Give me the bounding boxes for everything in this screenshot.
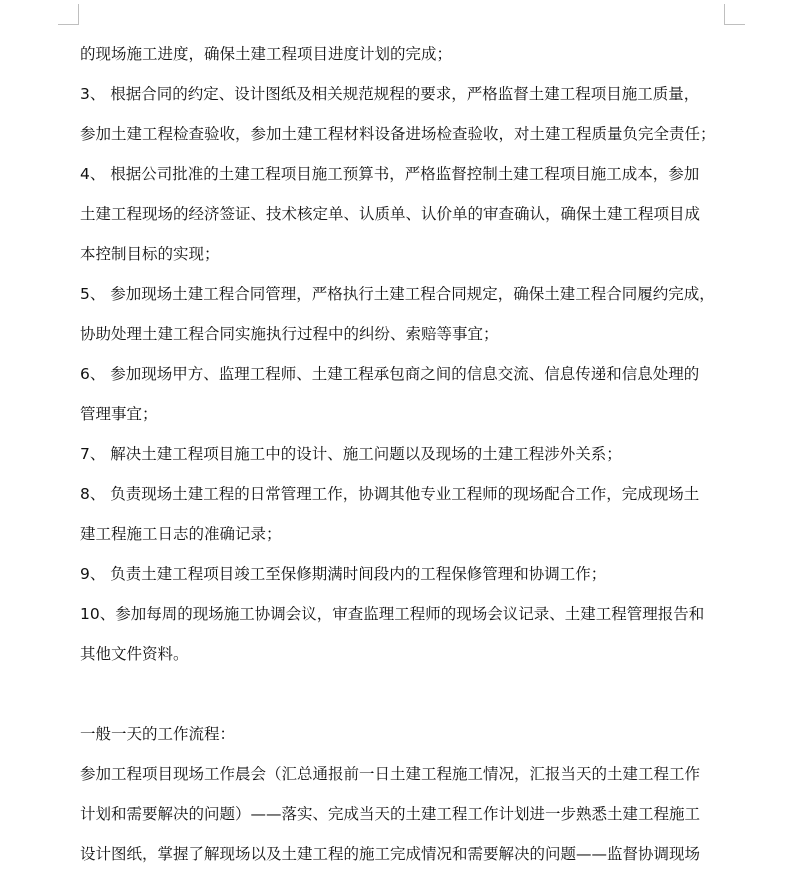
- text-line: 本控制目标的实现；: [80, 245, 220, 263]
- section-heading: 一般一天的工作流程：: [80, 725, 236, 743]
- text-line: 设计图纸，掌握了解现场以及土建工程的施工完成情况和需要解决的问题——监督协调现场: [80, 845, 701, 863]
- text-line: 计划和需要解决的问题）——落实、完成当天的土建工程工作计划进一步熟悉土建工程施工: [80, 805, 701, 823]
- text-line: 10、参加每周的现场施工协调会议，审查监理工程师的现场会议记录、土建工程管理报告和: [80, 605, 705, 623]
- text-line: 9、 负责土建工程项目竣工至保修期满时间段内的工程保修管理和协调工作；: [80, 565, 607, 583]
- margin-corner-mark-top-right: [724, 4, 745, 25]
- text-line: 的现场施工进度，确保土建工程项目进度计划的完成；: [80, 45, 453, 63]
- text-line: 其他文件资料。: [80, 645, 189, 663]
- text-line: 7、 解决土建工程项目施工中的设计、施工问题以及现场的土建工程涉外关系；: [80, 445, 622, 463]
- text-line: 5、 参加现场土建工程合同管理，严格执行土建工程合同规定，确保土建工程合同履约完成，: [80, 285, 715, 303]
- text-line: 3、 根据合同的约定、设计图纸及相关规范规程的要求，严格监督土建工程项目施工质量，: [80, 85, 700, 103]
- text-line: 管理事宜；: [80, 405, 158, 423]
- text-line: 4、 根据公司批准的土建工程项目施工预算书，严格监督控制土建工程项目施工成本，参加: [80, 165, 700, 183]
- text-line: 协助处理土建工程合同实施执行过程中的纠纷、索赔等事宜；: [80, 325, 499, 343]
- text-line: 建工程施工日志的准确记录；: [80, 525, 282, 543]
- text-line: 土建工程现场的经济签证、技术核定单、认质单、认价单的审查确认，确保土建工程项目成: [80, 205, 701, 223]
- text-line: 参加土建工程检查验收，参加土建工程材料设备进场检查验收，对土建工程质量负完全责任；: [80, 125, 716, 143]
- text-line: 6、 参加现场甲方、监理工程师、土建工程承包商之间的信息交流、信息传递和信息处理的: [80, 365, 700, 383]
- text-line: 8、 负责现场土建工程的日常管理工作，协调其他专业工程师的现场配合工作，完成现场土: [80, 485, 700, 503]
- text-line: 参加工程项目现场工作晨会（汇总通报前一日土建工程施工情况，汇报当天的土建工程工作: [80, 765, 701, 783]
- margin-corner-mark-top-left: [58, 4, 79, 25]
